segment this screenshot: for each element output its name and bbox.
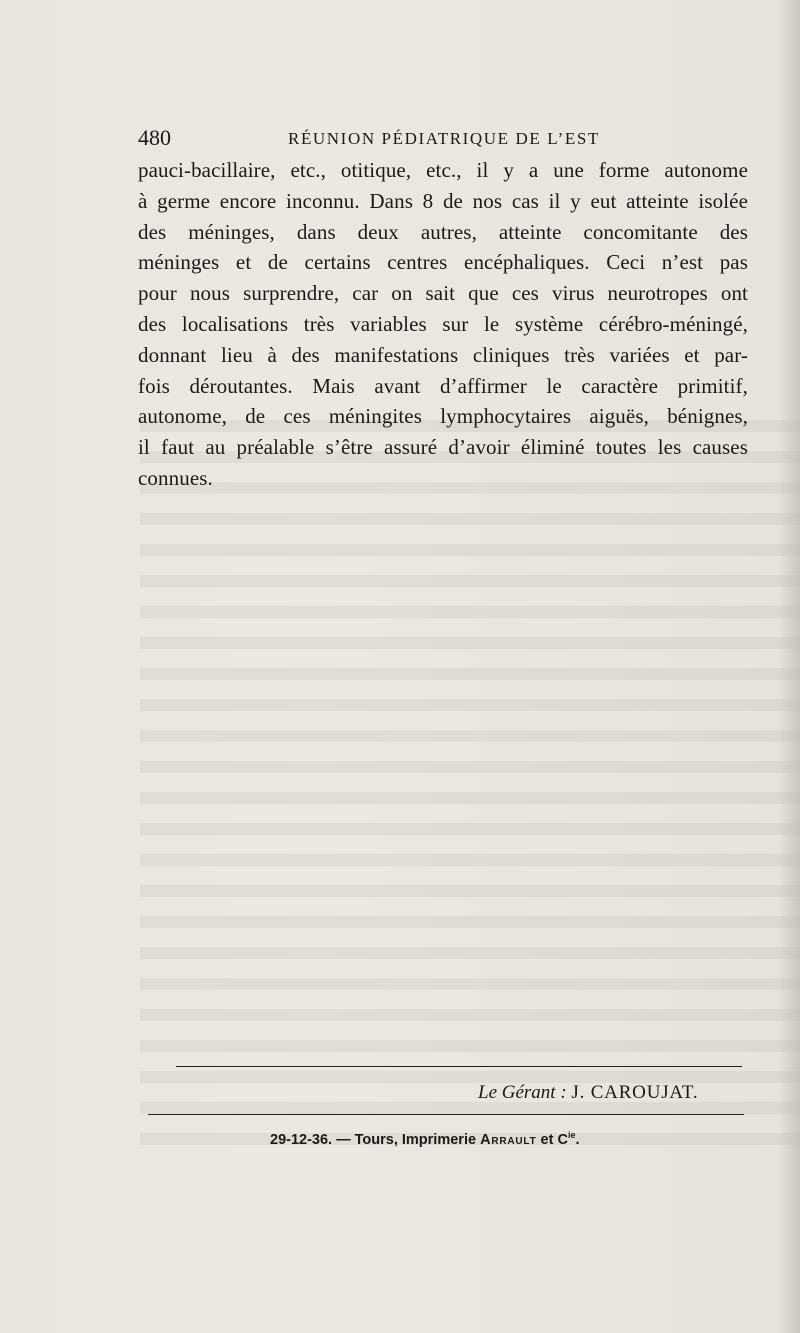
body-line: à germe encore inconnu. Dans 8 de nos cas il y eut atteinte isolée (138, 188, 748, 213)
signature-role: Le Gérant : (478, 1082, 567, 1103)
body-line: fois déroutantes. Mais avant d’affirmer le caractère primitif, (138, 373, 748, 398)
printer-imprint (270, 1124, 579, 1151)
divider-rule-bottom (148, 1114, 744, 1115)
body-line: donnant lieu à des manifestations cliniques très variées et par- (138, 342, 748, 367)
imprint-date-city: 29-12-36. — Tours, Imprimerie (270, 1131, 477, 1148)
imprint-printer-name: Arrault (480, 1131, 537, 1148)
page-edge-shadow (778, 0, 800, 1333)
page-header (138, 124, 746, 154)
imprint-superscript: ie (567, 1130, 576, 1140)
body-line: il faut au préalable s’être assuré d’avoir éliminé toutes les causes (138, 435, 748, 460)
running-head: RÉUNION PÉDIATRIQUE DE L’EST (288, 129, 600, 148)
body-line: pour nous surprendre, car on sait que ces virus neurotropes ont (138, 281, 748, 306)
body-line: des méninges, dans deux autres, atteinte concomitante des (138, 219, 748, 244)
divider-rule-top (176, 1066, 742, 1067)
signature-line (478, 1080, 698, 1106)
signature-name: J. CAROUJAT. (571, 1082, 699, 1103)
body-line: pauci-bacillaire, etc., otitique, etc., il y a une forme autonome (138, 158, 748, 182)
body-line: autonome, de ces méningites lymphocytaires aiguës, bénignes, (138, 404, 748, 429)
imprint-tail: et C (540, 1131, 568, 1148)
body-paragraph (138, 155, 748, 494)
bleed-through-texture (140, 420, 800, 1150)
body-line: des localisations très variables sur le système cérébro-méningé, (138, 311, 748, 336)
page-number: 480 (138, 125, 171, 150)
body-line: méninges et de certains centres encéphaliques. Ceci n’est pas (138, 250, 748, 275)
imprint-end: . (575, 1131, 580, 1148)
body-line: connues. (138, 465, 213, 490)
